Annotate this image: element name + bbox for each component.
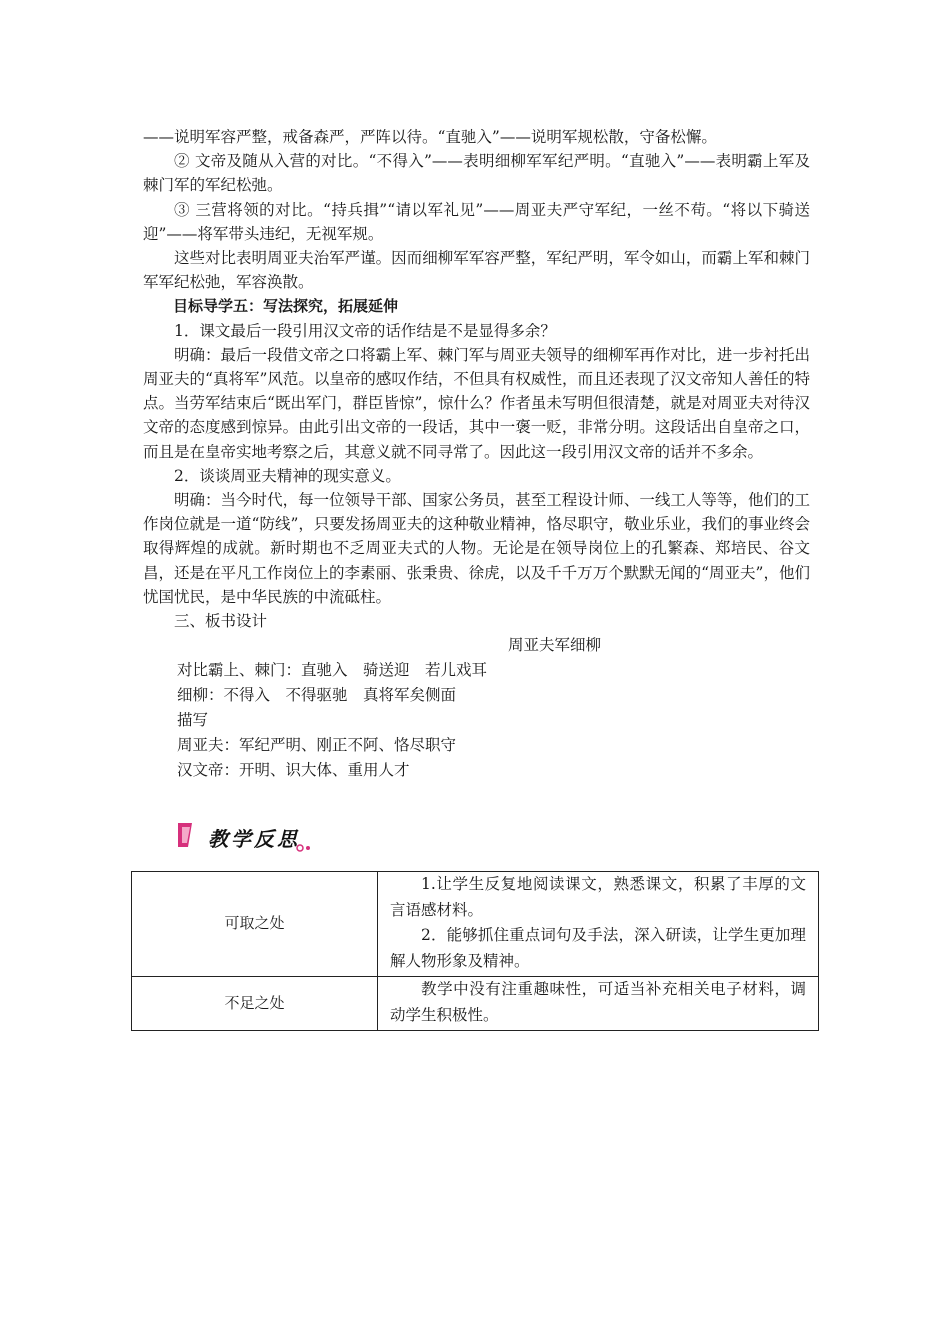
section-heading: 目标导学五：写法探究，拓展延伸: [173, 297, 399, 316]
teaching-reflection-badge: [176, 821, 316, 853]
answer-2: 明确：当今时代，每一位领导干部、国家公务员，甚至工程设计师、一线工人等等，他们的工作岗位就是一道“防线”，只要发扬周亚夫的这种敬业精神，恪尽职守，敬业乐业，我们的事业终会取得辉煌的成就。新时期也不乏周亚夫式的人物。无论是在领导岗位上的孔繁森、郑培民、谷文昌，还是在平凡工作岗位上的李素丽、张秉贵、徐虎，以及千千万万个默默无闻的“周亚夫”，他们忧国忧民，是中华民族的中流砥柱。: [143, 491, 810, 606]
paragraph: 这些对比表明周亚夫治军严谨。因而细柳军军容严整，军纪严明，军令如山，而霸上军和棘门军军纪松弛，军容涣散。: [143, 249, 810, 292]
list-item: 1.让学生反复地阅读课文，熟悉课文，积累了丰厚的文言语感材料。: [390, 875, 806, 919]
board-line: 对比霸上、棘门：直驰入 骑送迎 若儿戏耳: [177, 661, 488, 680]
row-label: 不足之处: [132, 977, 378, 1031]
board-line: 描写: [177, 711, 209, 730]
question-1: 1．课文最后一段引用汉文帝的话作结是不是显得多余？: [174, 321, 556, 340]
board-line: 汉文帝：开明、识大体、重用人才: [177, 761, 410, 780]
paragraph: ③ 三营将领的对比。“持兵揖”“请以军礼见”——周亚夫严守军纪，一丝不苟。“将以下骑送迎”——将军带头违纪，无视军规。: [143, 200, 810, 243]
board-design: [143, 633, 810, 783]
paragraph: ② 文帝及随从入营的对比。“不得入”——表明细柳军军纪严明。“直驰入”——表明霸上军及棘门军的军纪松弛。: [143, 152, 810, 195]
row-content: [378, 977, 819, 1031]
board-section-title: 三、板书设计: [174, 612, 268, 631]
table-row: [132, 872, 819, 977]
answer-1: 明确：最后一段借文帝之口将霸上军、棘门军与周亚夫领导的细柳军再作对比，进一步衬托出周亚夫的“真将军”风范。以皇帝的感叹作结，不但具有权威性，而且还表现了汉文帝知人善任的特点。当劳军结束后“既出军门，群臣皆惊”，惊什么？作者虽未写明但很清楚，就是对周亚夫对待汉文帝的态度感到惊异。由此引出文帝的一段话，其中一褒一贬，非常分明。这段话出自皇帝之口，而且是在皇帝实地考察之后，其意义就不同寻常了。因此这一段引用汉文帝的话并不多余。: [143, 345, 810, 461]
row-content: [378, 872, 819, 977]
board-title: 周亚夫军细柳: [508, 636, 602, 655]
table-row: [132, 977, 819, 1031]
row-label: 可取之处: [132, 872, 378, 977]
board-line: 细柳：不得入 不得驱驰 真将军矣侧面: [177, 686, 457, 705]
document-body: [143, 125, 810, 783]
board-line: 周亚夫：军纪严明、刚正不阿、恪尽职守: [177, 736, 457, 755]
list-item: 教学中没有注重趣味性，可适当补充相关电子材料，调动学生积极性。: [390, 980, 806, 1024]
list-item: 2．能够抓住重点词句及手法，深入研读，让学生更加理解人物形象及精神。: [390, 926, 806, 970]
badge-label: 教学反思: [208, 827, 300, 851]
paragraph: ——说明军容严整，戒备森严，严阵以待。“直驰入”——说明军规松散，守备松懈。: [143, 128, 717, 146]
question-2: 2．谈谈周亚夫精神的现实意义。: [174, 466, 401, 485]
reflection-table: [131, 871, 819, 1031]
